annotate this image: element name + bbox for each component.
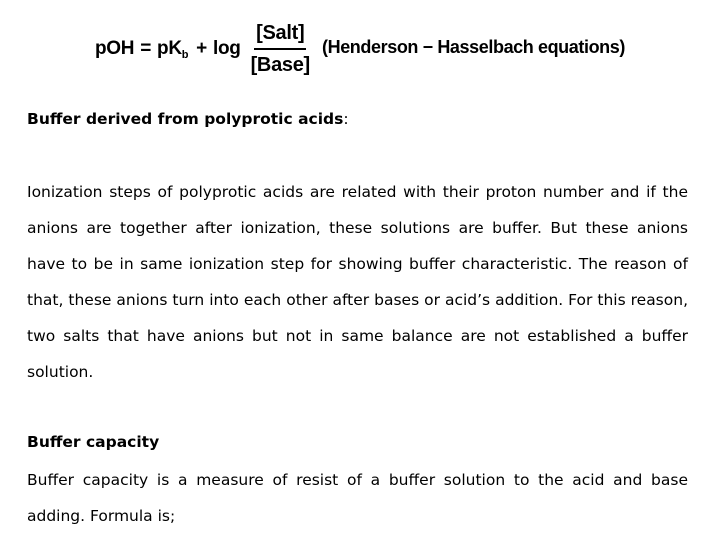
equation-pk: pK <box>157 38 182 59</box>
equation-lhs: pOH <box>95 38 135 59</box>
section-heading-colon: : <box>343 110 349 128</box>
equation-equals: = <box>140 38 152 59</box>
equation-denominator: [Base] <box>250 54 310 76</box>
equation-log: log <box>212 38 241 59</box>
section-heading-text: Buffer derived from polyprotic acids <box>27 110 344 128</box>
equation-name: (Henderson − Hasselbach equations) <box>322 37 625 57</box>
section-heading-polyprotic <box>27 110 349 128</box>
polyprotic-paragraph: Ionization steps of polyprotic acids are related with their proton number and if the anions are together after ionization, these solutions are buffer. But these anions have to be in same ionization step for showing buffer characteristic. The reason of that, these anions turn into each other after bases or acid’s addition. For this reason, two salts that have anions but not in same balance are not established a buffer solution. <box>27 183 688 381</box>
buffer-capacity-paragraph: Buffer capacity is a measure of resist of a buffer solution to the acid and base adding. Formula is; <box>27 471 688 525</box>
equation-fraction <box>249 21 312 77</box>
section-heading-buffer-capacity: Buffer capacity <box>27 433 160 451</box>
equation-pk-subscript: b <box>181 49 189 61</box>
equation-numerator: [Salt] <box>256 22 305 44</box>
henderson-hasselbach-equation <box>95 14 312 84</box>
equation-plus: + <box>196 38 207 59</box>
